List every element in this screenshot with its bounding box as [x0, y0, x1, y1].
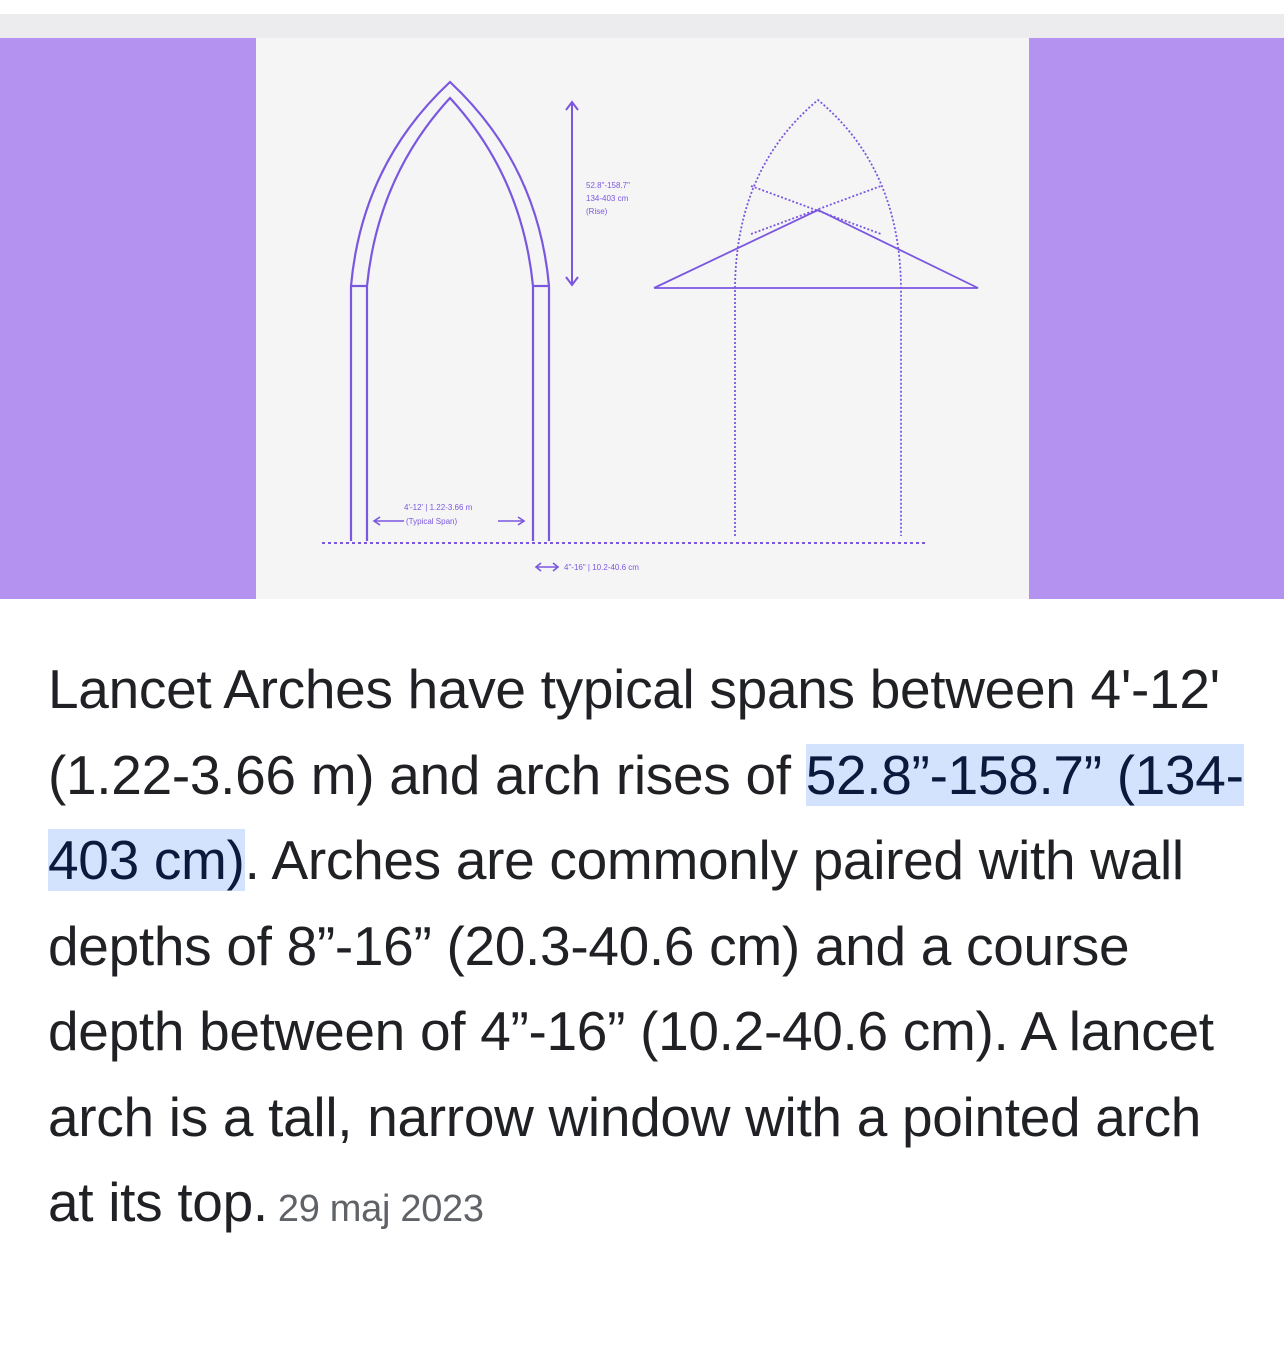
snippet-text-before: Lancet Arches have typical spans between 4'-12' (1.22-3.66 m) and arch rises of: [48, 658, 1220, 806]
depth-label: 4"-16" | 10.2-40.6 cm: [564, 563, 639, 572]
span-label-1: 4'-12' | 1.22-3.66 m: [404, 503, 473, 512]
snippet-date: 29 maj 2023: [277, 1188, 484, 1230]
arch-outer-outline: [351, 82, 549, 541]
top-divider-strip: [0, 14, 1284, 38]
rise-label-1: 52.8"-158.7": [586, 181, 630, 190]
rise-arrow: [566, 102, 578, 285]
result-image-panel[interactable]: [0, 38, 1284, 599]
span-label-2: (Typical Span): [406, 517, 458, 526]
rise-label-2: 134-403 cm: [586, 194, 629, 203]
construction-diagram: [735, 100, 901, 536]
snippet-text-after: . Arches are commonly paired with wall depths of 8”-16” (20.3-40.6 cm) and a course depth between of 4”-16” (10.2-40.6 cm). A lancet arch is a tall, narrow window with a pointed arch at its top.: [48, 829, 1214, 1233]
arch-inner-outline: [367, 98, 533, 541]
rise-label-3: (Rise): [586, 207, 608, 216]
lancet-arch-diagram: [256, 38, 1029, 599]
depth-arrow: [536, 563, 558, 571]
construction-triangle: [654, 210, 978, 288]
snippet-highlight: 52.8”-158.7” (134-403 cm): [48, 743, 1244, 891]
featured-snippet-text: [48, 647, 1248, 1253]
